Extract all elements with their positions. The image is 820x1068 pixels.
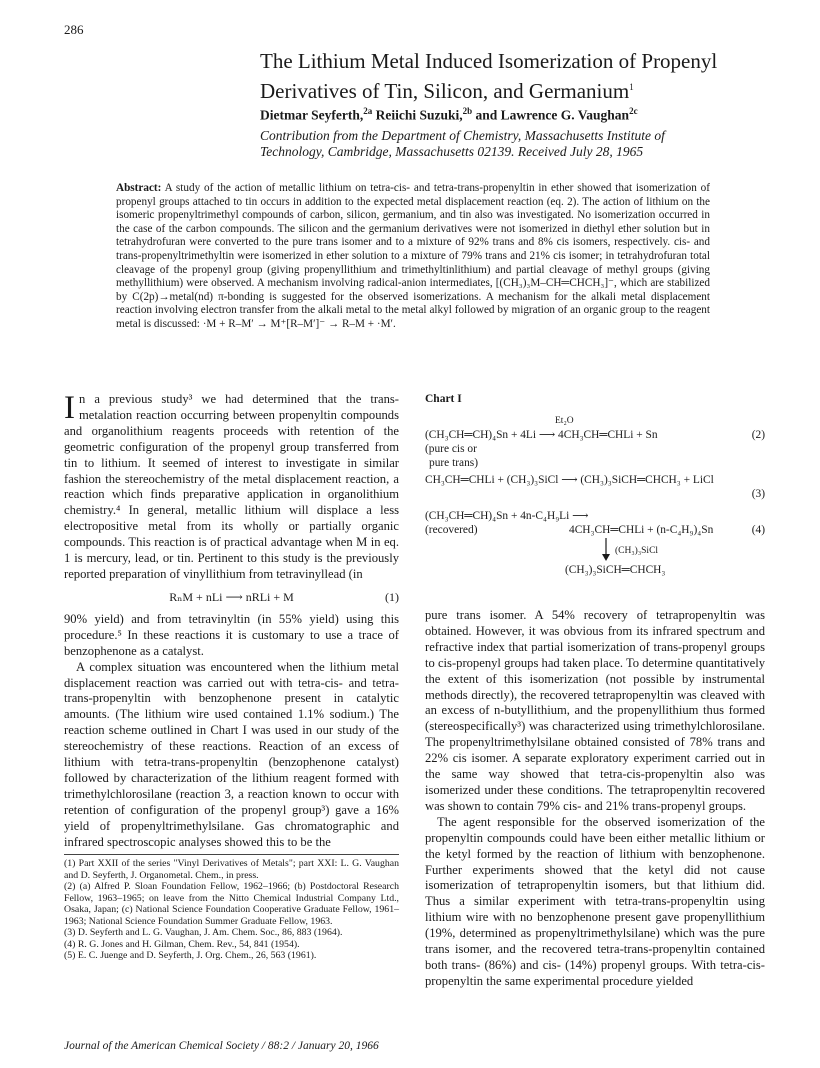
equation-4-product-row <box>425 563 765 577</box>
eq2-solvent-row <box>425 414 765 428</box>
footnote-3: (3) D. Seyferth and L. G. Vaughan, J. Am. Chem. Soc., 86, 883 (1964). <box>64 927 343 939</box>
equation-2-number: (2) <box>751 429 765 441</box>
equation-4-line-2 <box>425 523 765 537</box>
author-1: Dietmar Seyferth, <box>260 107 364 123</box>
abstract-text: A study of the action of metallic lithium on tetra-cis- and tetra-trans-propenyltin in ether showed that isomerization of propenyl groups attached to tin occurs in addition to the expected metal displacement reaction (eq. 2). The action of lithium on the isomeric propenyltrimethyl compounds of carbon, silicon, germanium, and tin also was investigated. No isomerization occurred in the case of the carbon compounds. The silicon and the germanium derivatives were not isomerized in diethyl ether solution but in tetrahydrofuran were converted to the pure trans isomer and to a mixture of 92% trans and 8% cis isomers, respectively. cis- and trans-propenyltrimethyltin were isomerized in ether solution to a mixture of 79% trans and 21% cis isomer; in tetrahydrofuran total cleavage of the propenyl group (giving propenyllithium and trimethyltinlithium) and partial cleavage of methyl groups (giving methyllithium) were observed. A mechanism involving radical-anion intermediates, [(CH₃)₃M–CH═CHCH₃]⁻, which are stabilized by C(2p)→metal(nd) π-bonding is suggested for the observed isomerizations. A mechanism for the alkali metal displacement reaction involving electron transfer from the alkali metal to the metal alkyl followed by migration of an organic group to the reagent metal is discussed: ·M + R–M′ → M⁺[R–M′]⁻ → R–M + ·M′. <box>116 182 710 330</box>
equation-3-number-row <box>425 487 765 501</box>
right-paragraph-2: The agent responsible for the observed isomerization of the propenyltin compounds could have been either metallic lithium or the ketyl formed by the reaction of lithium with benzophenone. Further experiments showed that the ketyl did not cause isomerization of tetrapropenyltin isomers, but that lithium did. Thus a similar experiment with tetra-trans-propenyltin using lithium wire with no benzophenone present gave propenyllithium (19%, determined as propenyltrimethylsilane) which was the pure trans isomer, and the recovered tetra-trans-propenyltin contained both trans- (86%) and cis- (14%) propenyl groups. With tetra-cis-propenyltin the same experimental procedure yielded <box>425 814 765 988</box>
equation-4-left: (CH₃CH═CH)₄Sn + 4n-C₄H₉Li ⟶ <box>425 510 589 522</box>
author-3-ref: 2c <box>629 106 638 116</box>
eq2-note-1 <box>425 442 765 456</box>
drop-cap: I <box>64 390 75 426</box>
abstract <box>116 182 710 332</box>
equation-3 <box>425 473 765 487</box>
equation-3-text: CH₃CH═CHLi + (CH₃)₃SiCl ⟶ (CH₃)₃SiCH═CHCH₃ + LiCl <box>425 474 714 486</box>
equation-4-number: (4) <box>751 524 765 536</box>
equation-4-product: (CH₃)₃SiCH═CHCH₃ <box>565 564 666 576</box>
journal-footer: Journal of the American Chemical Society / 88:2 / January 20, 1966 <box>64 1040 379 1052</box>
affiliation <box>260 128 760 160</box>
equation-1-number: (1) <box>385 589 399 604</box>
equation-3-number: (3) <box>751 488 765 500</box>
body-paragraph-2: 90% yield) and from tetravinyltin (in 55% yield) using this procedure.⁵ In these reactions it is customary to use a trace of benzophenone as a catalyst. <box>64 611 399 658</box>
eq2-note-1-text: (pure cis or <box>425 443 477 455</box>
equation-4-line-1 <box>425 509 765 523</box>
equation-4-reagent: (CH₃)₃SiCl <box>615 546 659 556</box>
paragraph-1-text: n a previous study³ we had determined that the trans-metalation reaction occurring between propenyltin compounds and organolithium reagents proceeds with retention of the geometric configuration of the propenyl group transferred from tin to lithium. It seemed of interest to investigate in similar fashion the stereochemistry of the metal displacement reaction, a reaction which finds preparative application in organolithium chemistry.⁴ In general, metallic lithium will displace a less electropositive metal from its wholly or partially organic compounds. This reaction is of practical advantage when M in eq. 1 is mercury, lead, or tin. Pertinent to this study is the previously reported preparation of vinyllithium from tetravinyllead (in <box>64 392 399 581</box>
eq2-note-2-text: pure trans) <box>429 457 479 469</box>
equation-2 <box>425 428 765 442</box>
author-2-ref: 2b <box>462 106 473 116</box>
author-list <box>260 106 638 124</box>
equation-1-text: RₙM + nLi ⟶ nRLi + M <box>169 589 294 604</box>
body-paragraph-3: A complex situation was encountered when the lithium metal displacement reaction was carried out with tetra-cis- and tetra-trans-propenyltin with benzophenone present in catalytic amounts. (The lithium wire used contained 1.1% sodium.) The reaction scheme outlined in Chart I was used in our study of the stereochemistry of these reactions. Reaction of an excess of lithium with tetra-trans-propenyltin (benzophenone catalyst) followed by characterization of the lithium reagent formed with trimethylchlorosilane (reaction 3, a reaction known to occur with retention of configuration of the propenyl group³) gave a 16% yield of propenyltrimethylsilane. Gas chromatographic and infrared spectroscopic analyses showed this to be the <box>64 659 399 849</box>
equation-2-text: (CH₃CH═CH)₄Sn + 4Li ⟶ 4CH₃CH═CHLi + Sn <box>425 429 658 441</box>
author-2: Reiichi Suzuki, <box>372 107 463 123</box>
title-text: The Lithium Metal Induced Isomerization of Propenyl Derivatives of Tin, Silicon, and Germanium <box>260 49 718 103</box>
footnote-1: (1) Part XXII of the series "Vinyl Derivatives of Metals"; part XXI: L. G. Vaughan and D. Seyferth, J. Organometal. Chem., in press. <box>64 858 399 881</box>
equation-4-right: 4CH₃CH═CHLi + (n-C₄H₉)₄Sn <box>569 524 714 536</box>
page-number: 286 <box>64 22 84 37</box>
title-footnote-ref: 1 <box>629 82 634 92</box>
footnote-2: (2) (a) Alfred P. Sloan Foundation Fellow, 1962–1966; (b) Postdoctoral Research Fellow, 1963–1965; on leave from the Nitto Chemical Industrial Company Ltd., Osaka, Japan; (c) National Science Foundation Cooperative Graduate Fellow, 1961–1963; National Science Foundation Summer Graduate Fellow, 1963. <box>64 881 399 927</box>
author-1-ref: 2a <box>363 106 373 116</box>
body-paragraph-1 <box>64 392 399 583</box>
footnote-4: (4) R. G. Jones and H. Gilman, Chem. Rev., 54, 841 (1954). <box>64 938 300 950</box>
article-title <box>260 48 780 104</box>
author-3: and Lawrence G. Vaughan <box>472 107 630 123</box>
abstract-label: Abstract: <box>116 182 162 194</box>
right-column <box>425 608 765 990</box>
affiliation-line-2: Technology, Cambridge, Massachusetts 02139. Received July 28, 1965 <box>260 144 644 159</box>
eq2-solvent: Et₂O <box>555 416 574 426</box>
affiliation-line-1: Contribution from the Department of Chemistry, Massachusetts Institute of <box>260 128 665 143</box>
eq2-note-2 <box>425 456 765 470</box>
equation-4-arrow-row <box>425 537 765 563</box>
footnote-5: (5) E. C. Juenge and D. Seyferth, J. Org. Chem., 26, 563 (1961). <box>64 950 317 962</box>
right-paragraph-1: pure trans isomer. A 54% recovery of tetrapropenyltin was obtained. However, it was obvious from its infrared spectrum and refractive index that partial isomerization of trans-propenyl groups to cis-propenyl groups had taken place. To determine quantitatively the extent of this isomerization (not possible by instrumental methods directly), the recovered tetrapropenyltin was cleaved with an excess of n-butyllithium, and the propenyllithium thus formed (stereospecifically³) was characterized using trimethylchlorosilane. The propenyltrimethylsilane obtained consisted of 78% trans and 22% cis isomer. A separate exploratory experiment carried out in the same way showed that tetra-cis-propenyltin also was isomerized under these conditions. The tetrapropenyltin recovered was shown to contain 79% cis- and 21% trans-propenyl groups. <box>425 608 765 813</box>
equation-4-recovered: (recovered) <box>425 524 478 536</box>
equation-1 <box>64 588 399 608</box>
footnote-divider <box>64 854 399 855</box>
chart-label: Chart I <box>425 393 462 405</box>
down-arrow-icon <box>601 538 611 562</box>
left-column <box>64 392 399 962</box>
chart-i-scheme <box>425 392 765 577</box>
